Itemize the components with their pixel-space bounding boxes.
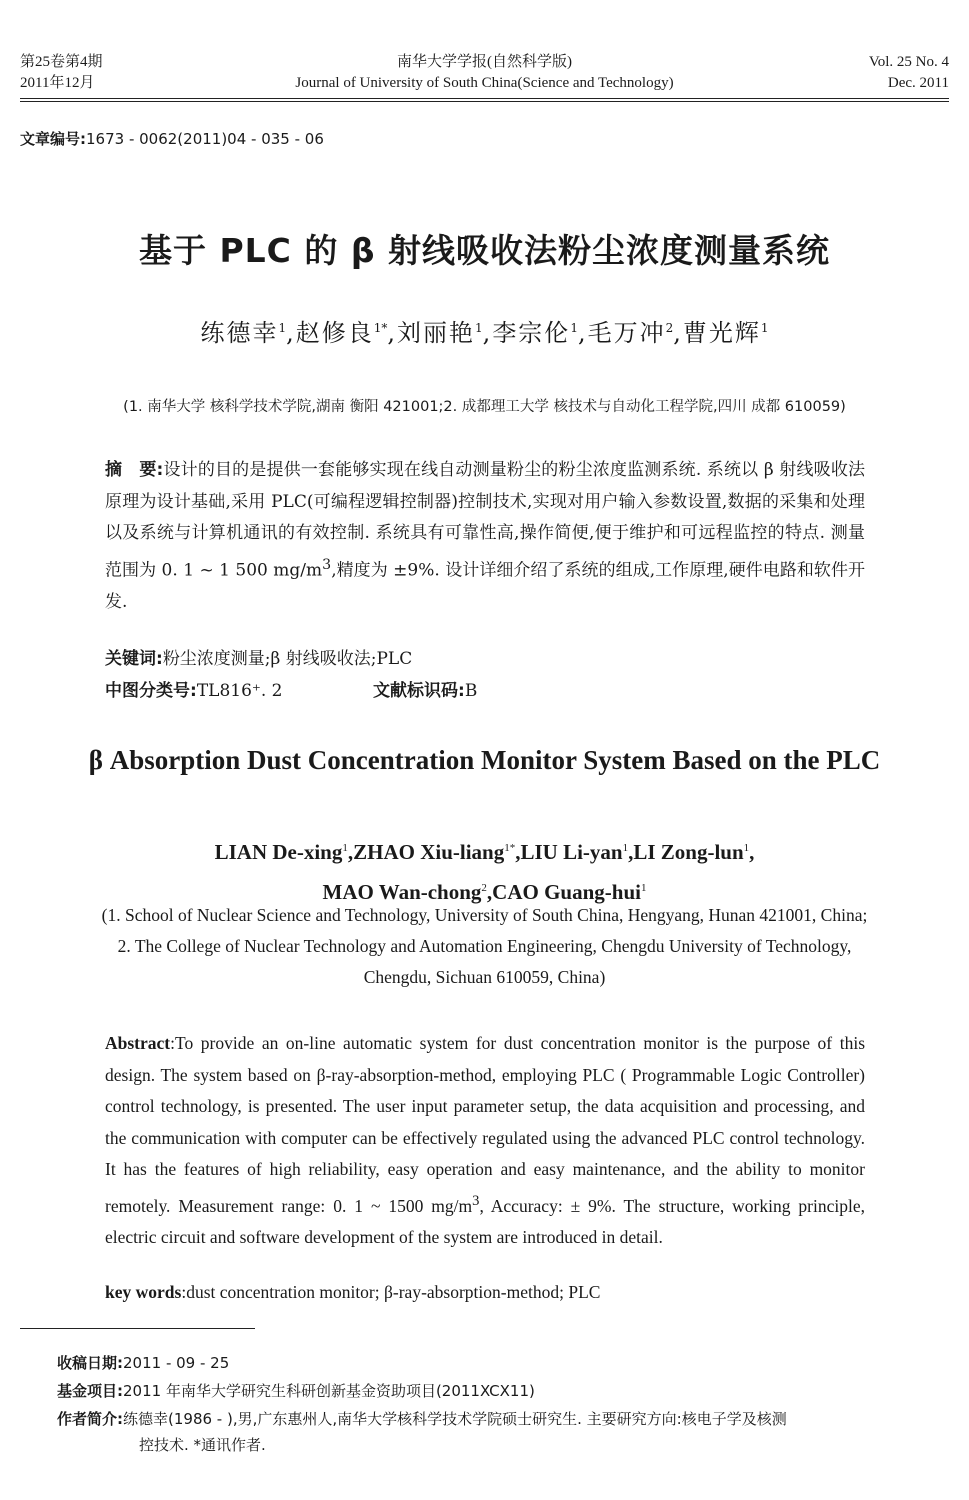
affiliation-en-line: 2. The College of Nuclear Technology and Automation Engineering, Chengdu University of Technology,	[117, 936, 852, 956]
received-value: 2011 - 09 - 25	[123, 1354, 230, 1372]
journal-name-cn: 南华大学学报(自然科学版)	[397, 54, 572, 70]
document-code-value: B	[464, 681, 478, 701]
author-affil-mark: 1	[342, 842, 348, 854]
author-name: ZHAO Xiu-liang	[353, 840, 505, 864]
keywords-en-value: :dust concentration monitor; β-ray-absorption-method; PLC	[181, 1282, 601, 1302]
document-code	[373, 676, 477, 701]
article-number	[20, 128, 324, 149]
journal-volume-en	[869, 52, 949, 94]
document-code-label: 文献标识码:	[373, 681, 465, 701]
abstract-en-text: :To provide an on-line automatic system for dust concentration monitor is the purpose of this design. The system based on β-ray-absorption-method, employing PLC ( Programmable Logic Controller) control technology, is presented. The user input parameter setup, the data acquisition and processing, and the communication with computer can be effectively regulated using the advanced PLC control technology. It has the features of high reliability, easy operation and easy maintenance, and the ability to monitor remotely. Measurement range: 0. 1 ~ 1500 mg/m	[105, 1033, 865, 1216]
footnote-fund	[57, 1378, 535, 1404]
author-bio-label: 作者简介:	[57, 1410, 123, 1428]
classification-label: 中图分类号:	[105, 681, 197, 701]
affiliation-en	[0, 900, 969, 993]
header-rule	[20, 98, 949, 99]
author-name: LIAN De-xing	[214, 840, 343, 864]
author-affil-mark: 1	[570, 321, 578, 335]
author-name: LI Zong-lun	[633, 840, 744, 864]
footnote-author	[57, 1406, 952, 1458]
author-affil-mark: 2	[481, 882, 487, 894]
author-name: MAO Wan-chong	[322, 880, 482, 904]
author-affil-mark: 1	[278, 321, 287, 335]
keywords-cn	[105, 644, 412, 669]
author-bio-value: 练德幸(1986 - ),男,广东惠州人,南华大学核科学技术学院硕士研究生. 主要研究方向:核电子学及核测	[123, 1410, 787, 1428]
journal-name-en: Journal of University of South China(Science and Technology)	[295, 75, 674, 91]
abstract-cn	[105, 455, 865, 618]
author-affil-mark: 1	[640, 882, 647, 894]
abstract-en-label: Abstract	[105, 1033, 171, 1053]
keywords-en	[105, 1282, 600, 1303]
date-en: Dec. 2011	[887, 75, 949, 91]
authors-cn: 练德幸$^1$,赵修良$^{1*}$,刘丽艳$^1$,李宗伦$^1$,毛万冲$^2$,曹光辉$^1$	[200, 319, 769, 347]
author-name: 曹光辉	[682, 319, 761, 347]
affiliation-en-line: (1. School of Nuclear Science and Technology, University of South China, Hengyang, Hunan 421001, China;	[101, 905, 868, 925]
author-bio-value: 控技术. *通讯作者.	[139, 1436, 266, 1454]
keywords-cn-label: 关键词:	[105, 649, 163, 669]
author-name: 李宗伦	[492, 319, 571, 347]
volume-issue-cn: 第25卷第4期	[20, 54, 103, 70]
fund-value: 2011 年南华大学研究生科研创新基金资助项目(2011XCX11)	[123, 1382, 535, 1400]
abstract-cn-label: 摘 要:	[105, 460, 164, 480]
received-label: 收稿日期:	[57, 1354, 123, 1372]
superscript: 3	[472, 1192, 480, 1209]
journal-name	[0, 52, 969, 94]
author-affil-mark: 1*	[373, 321, 388, 335]
authors-en-line: MAO Wan-chong$^2$,CAO Guang-hui$^1$	[322, 880, 647, 904]
header-rule	[20, 101, 949, 102]
abstract-cn-text: ,精度为 ±9%. 设计详细介绍了系统的组成,工作原理,硬件电路和软件开发.	[105, 560, 865, 612]
author-affil-mark: 1	[475, 321, 483, 335]
footnote-rule	[20, 1328, 255, 1329]
article-number-value: 1673 - 0062(2011)04 - 035 - 06	[86, 130, 324, 148]
fund-label: 基金项目:	[57, 1382, 123, 1400]
classification-number	[105, 676, 283, 701]
keywords-cn-value: 粉尘浓度测量;β 射线吸收法;PLC	[162, 649, 413, 669]
footnote-received	[57, 1350, 229, 1376]
paper-title-en: β Absorption Dust Concentration Monitor System Based on the PLC	[88, 745, 881, 775]
author-name: LIU Li-yan	[520, 840, 623, 864]
date-cn: 2011年12月	[20, 75, 95, 91]
author-name: 赵修良	[295, 319, 374, 347]
author-name: 刘丽艳	[397, 319, 476, 347]
paper-title-cn: 基于 PLC 的 β 射线吸收法粉尘浓度测量系统	[138, 231, 830, 270]
affiliation-en-line: Chengdu, Sichuan 610059, China)	[363, 967, 606, 987]
author-affil-mark: 1*	[504, 842, 516, 854]
abstract-cn-text: 设计的目的是提供一套能够实现在线自动测量粉尘的粉尘浓度监测系统. 系统以 β 射线吸收法原理为设计基础,采用 PLC(可编程逻辑控制器)控制技术,实现对用户输入参数设置,数据的采集和处理以及系统与计算机通讯的有效控制. 系统具有可靠性高,操作简便,便于维护和可远程监控的特点. 测量范围为 0. 1 ~ 1 500 mg/m	[105, 460, 865, 581]
abstract-en-text: , Accuracy: ± 9%. The structure, working principle, electric circuit and software development of the system are introduced in detail.	[105, 1195, 865, 1247]
superscript: 3	[322, 556, 332, 573]
authors-en	[0, 830, 969, 910]
keywords-en-label: key words	[105, 1282, 182, 1302]
author-affil-mark: 1	[622, 842, 629, 854]
author-name: 毛万冲	[587, 319, 666, 347]
volume-issue-en: Vol. 25 No. 4	[868, 54, 949, 70]
affiliation-cn: (1. 南华大学 核科学技术学院,湖南 衡阳 421001;2. 成都理工大学 核技术与自动化工程学院,四川 成都 610059)	[123, 399, 846, 415]
author-name: CAO Guang-hui	[492, 880, 641, 904]
author-affil-mark: 2	[665, 321, 674, 335]
abstract-en	[105, 1028, 865, 1253]
author-affil-mark: 1	[760, 321, 769, 335]
authors-en-line: LIAN De-xing$^1$,ZHAO Xiu-liang$^{1*}$,LIU Li-yan$^1$,LI Zong-lun$^1$,	[214, 840, 755, 864]
classification-value: TL816⁺. 2	[196, 681, 283, 701]
author-name: 练德幸	[200, 319, 279, 347]
article-number-label: 文章编号:	[20, 130, 86, 148]
author-affil-mark: 1	[743, 842, 750, 854]
